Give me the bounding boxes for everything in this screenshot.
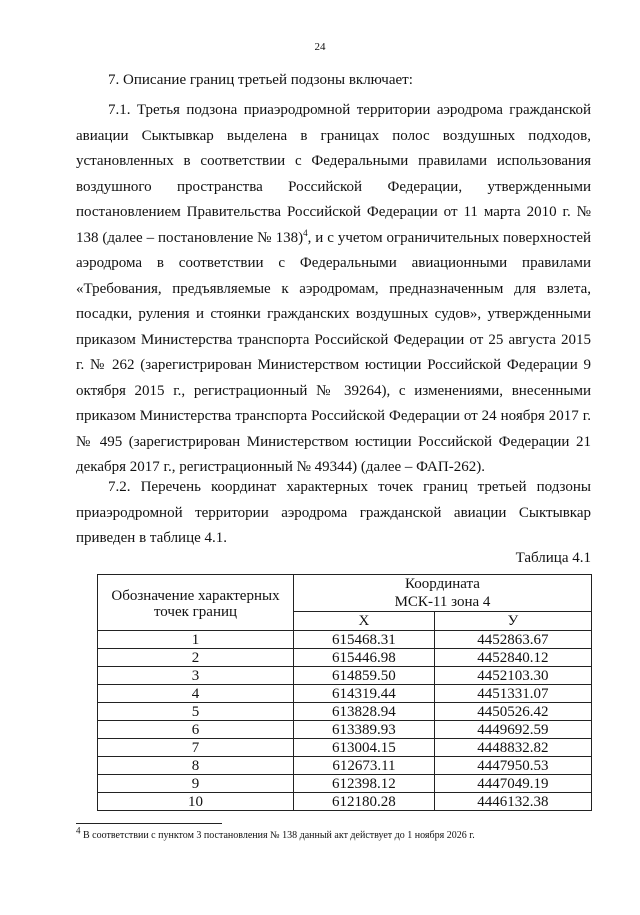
- table-row: [98, 685, 592, 703]
- table-caption: Таблица 4.1: [515, 550, 591, 566]
- paragraph-7-2: [76, 475, 591, 552]
- table-row: [98, 667, 592, 685]
- header-x: Х: [294, 612, 435, 631]
- footnote-separator: [76, 823, 222, 824]
- coord-x: 615446.98: [294, 649, 435, 667]
- coord-y: 4450526.42: [434, 703, 591, 721]
- coord-y: 4447049.19: [434, 775, 591, 793]
- point-number: 7: [98, 739, 294, 757]
- coord-x: 612180.28: [294, 793, 435, 811]
- point-number: 2: [98, 649, 294, 667]
- coord-y: 4452103.30: [434, 667, 591, 685]
- header-coordinate-line1: Координата: [405, 576, 480, 592]
- header-designation: Обозначение характерных точек границ: [98, 575, 294, 631]
- paragraph-7-1-part1: 7.1. Третья подзона приаэродромной территории аэродрома гражданской авиации Сыктывкар выделена в границах полос воздушных подходов, установленных в соответствии с Федеральными правилами использования воздушного пространства Российской Федерации, утвержденными постановлением Правительства Российской Федерации от 11 марта 2010 г. № 138 (далее – постановление № 138): [76, 102, 591, 246]
- paragraph-7-2-text: 7.2. Перечень координат характерных точек границ третьей подзоны приаэродромной территории аэродрома гражданской авиации Сыктывкар приведен в таблице 4.1.: [76, 479, 591, 546]
- table-row: [98, 721, 592, 739]
- coord-y: 4451331.07: [434, 685, 591, 703]
- table-row: [98, 739, 592, 757]
- coord-x: 613004.15: [294, 739, 435, 757]
- coord-y: 4449692.59: [434, 721, 591, 739]
- table-row: [98, 775, 592, 793]
- coord-x: 613828.94: [294, 703, 435, 721]
- point-number: 9: [98, 775, 294, 793]
- coord-y: 4446132.38: [434, 793, 591, 811]
- table-row: [98, 631, 592, 649]
- header-coordinate: [294, 575, 592, 612]
- coord-x: 614859.50: [294, 667, 435, 685]
- point-number: 1: [98, 631, 294, 649]
- table-row: [98, 757, 592, 775]
- coordinates-table: [97, 574, 592, 811]
- point-number: 4: [98, 685, 294, 703]
- paragraph-7-1-part2: , и с учетом ограничительных поверхностей аэродрома в соответствии с Федеральными авиационными правилами «Требования, предъявляемые к аэродромам, предназначенным для взлета, посадки, руления и стоянки гражданских воздушных судов», утвержденными приказом Министерства транспорта Российской Федерации от 25 августа 2015 г. № 262 (зарегистрирован Министерством юстиции Российской Федерации 9 октября 2015 г., регистрационный № 39264), с изменениями, внесенными приказом Министерства транспорта Российской Федерации от 24 ноября 2017 г. № 495 (зарегистрирован Министерством юстиции Российской Федерации 21 декабря 2017 г., регистрационный № 49344) (далее – ФАП-262).: [76, 229, 592, 475]
- footnote-mark: 4: [76, 825, 81, 836]
- point-number: 6: [98, 721, 294, 739]
- point-number: 5: [98, 703, 294, 721]
- table-header-row: [98, 575, 592, 612]
- coord-y: 4448832.82: [434, 739, 591, 757]
- header-coordinate-line2: МСК-11 зона 4: [394, 594, 491, 610]
- table-row: [98, 793, 592, 811]
- coord-x: 615468.31: [294, 631, 435, 649]
- table-row: [98, 649, 592, 667]
- footnote: [76, 825, 591, 842]
- coord-y: 4452840.12: [434, 649, 591, 667]
- heading-text: 7. Описание границ третьей подзоны включает:: [108, 72, 413, 88]
- coord-x: 614319.44: [294, 685, 435, 703]
- point-number: 8: [98, 757, 294, 775]
- header-y: У: [434, 612, 591, 631]
- point-number: 10: [98, 793, 294, 811]
- footnote-text: В соответствии с пунктом 3 постановления № 138 данный акт действует до 1 ноября 2026 г.: [80, 830, 475, 841]
- table-row: [98, 703, 592, 721]
- point-number: 3: [98, 667, 294, 685]
- paragraph-7-1-text: [76, 98, 591, 481]
- paragraph-7-1: [76, 98, 591, 481]
- table-body: [98, 631, 592, 811]
- coord-y: 4447950.53: [434, 757, 591, 775]
- coord-x: 612673.11: [294, 757, 435, 775]
- coord-y: 4452863.67: [434, 631, 591, 649]
- section-heading: [76, 68, 591, 94]
- coord-x: 612398.12: [294, 775, 435, 793]
- coord-x: 613389.93: [294, 721, 435, 739]
- footnote-ref[interactable]: 4: [303, 227, 308, 238]
- page-number: 24: [314, 41, 326, 53]
